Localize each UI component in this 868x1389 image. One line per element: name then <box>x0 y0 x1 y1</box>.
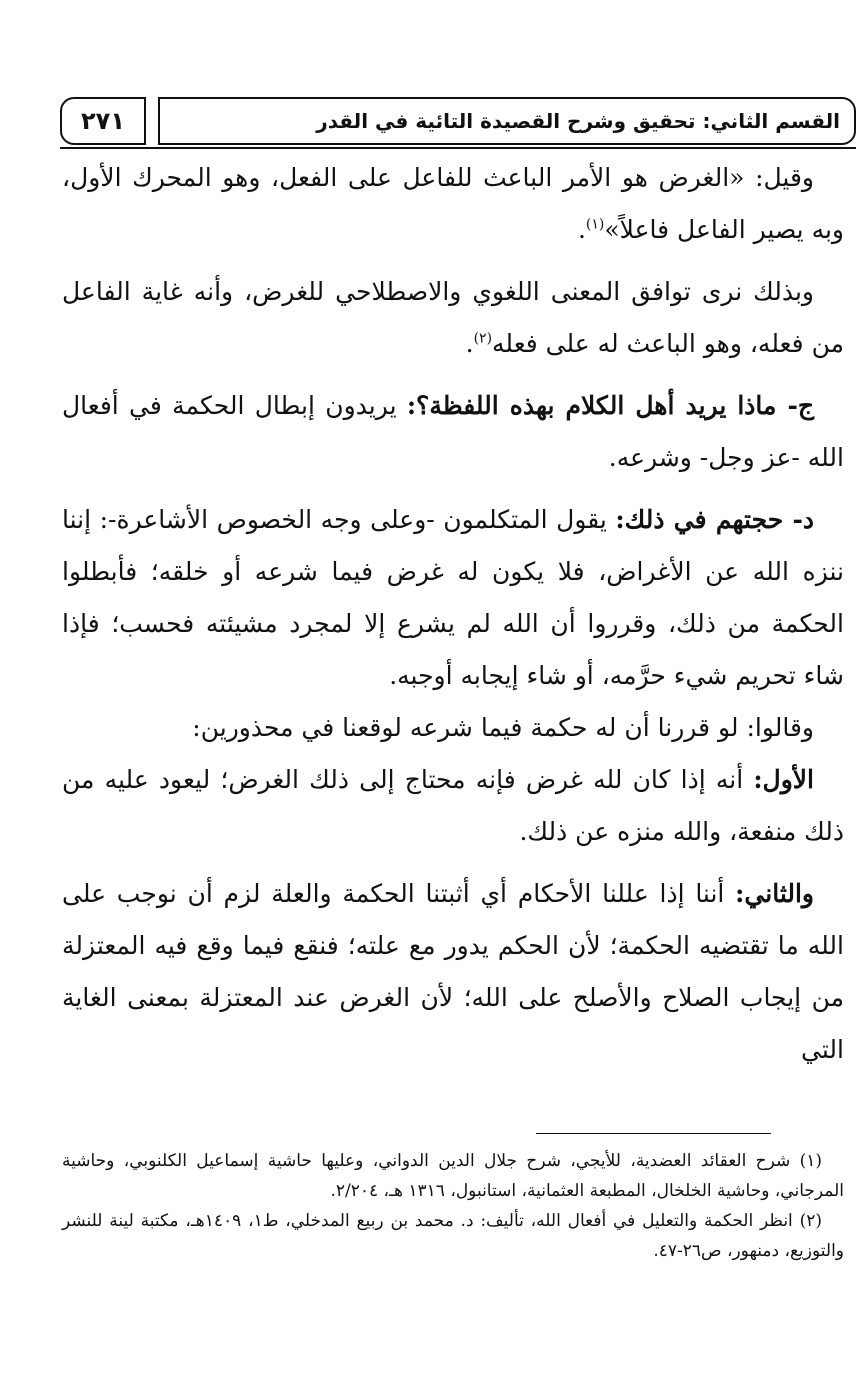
running-header <box>60 97 856 151</box>
footnote-ref-2: (٢) <box>473 330 493 347</box>
paragraph-4-heading: د- حجتهم في ذلك: <box>615 505 814 534</box>
header-title: القسم الثاني: تحقيق وشرح القصيدة التائية في القدر <box>316 109 840 133</box>
paragraph-6-heading: الأول: <box>753 765 814 794</box>
footnote-2: (٢) انظر الحكمة والتعليل في أفعال الله، تأليف: د. محمد بن ربيع المدخلي، ط١، ١٤٠٩هـ، مكتبة لينة للنشر والتوزيع، دمنهور، ص٢٦-٤٧. <box>62 1211 844 1261</box>
header-title-frame <box>158 97 856 145</box>
paragraph-1-text: وقيل: «الغرض هو الأمر الباعث للفاعل على الفعل، وهو المحرك الأول، وبه يصير الفاعل فاعلاً» <box>62 163 844 244</box>
paragraph-7-text: أننا إذا عللنا الأحكام أي أثبتنا الحكمة والعلة لزم أن نوجب على الله ما تقتضيه الحكمة؛ لأن الحكم يدور مع علته؛ فنقع فيما وقع فيه المعتزلة من إيجاب الصلاح والأصلح على الله؛ لأن الغرض عند المعتزلة بمعنى الغاية التي <box>62 879 844 1064</box>
paragraph-3 <box>62 380 844 484</box>
footnote-ref-1: (١) <box>585 216 605 233</box>
footnote-1: (١) شرح العقائد العضدية، للأيجي، شرح جلال الدين الدواني، وعليها حاشية إسماعيل الكلنوبي، وحاشية المرجاني، وحاشية الخلخال، المطبعة العثمانية، استانبول، ١٣١٦ هـ، ٢/٢٠٤. <box>62 1151 844 1201</box>
paragraph-4-text: يقول المتكلمون -وعلى وجه الخصوص الأشاعرة-: إننا ننزه الله عن الأغراض، فلا يكون له غرض فيما شرعه أو خلقه؛ فأبطلوا الحكمة من ذلك، وقرروا أن الله لم يشرع إلا لمجرد مشيئته فحسب؛ فإذا شاء تحريم شيء حرَّمه، أو شاء إيجابه أوجبه. <box>62 505 844 690</box>
paragraph-7-heading: والثاني: <box>735 879 814 908</box>
footnotes <box>62 1146 844 1266</box>
page-number-frame <box>60 97 146 145</box>
page-number: ٢٧١ <box>81 107 125 135</box>
main-text <box>62 152 844 1076</box>
paragraph-3-heading: ج- ماذا يريد أهل الكلام بهذه اللفظة؟: <box>406 391 814 420</box>
paragraph-1-end: . <box>577 215 586 244</box>
paragraph-2-text: وبذلك نرى توافق المعنى اللغوي والاصطلاحي للغرض، وأنه غاية الفاعل من فعله، وهو الباعث له على فعله <box>62 277 844 358</box>
header-rule <box>60 147 856 149</box>
footnote-separator <box>536 1133 771 1134</box>
paragraph-1 <box>62 152 844 256</box>
paragraph-7 <box>62 868 844 1076</box>
paragraph-5 <box>62 702 844 754</box>
paragraph-2 <box>62 266 844 370</box>
paragraph-6 <box>62 754 844 858</box>
paragraph-3-text: يريدون إبطال الحكمة في أفعال الله -عز وجل- وشرعه. <box>62 391 844 472</box>
paragraph-5-text: وقالوا: لو قررنا أن له حكمة فيما شرعه لوقعنا في محذورين: <box>192 713 814 742</box>
paragraph-4 <box>62 494 844 702</box>
paragraph-6-text: أنه إذا كان لله غرض فإنه محتاج إلى ذلك الغرض؛ ليعود عليه من ذلك منفعة، والله منزه عن ذلك. <box>62 765 844 846</box>
paragraph-2-end: . <box>465 329 474 358</box>
